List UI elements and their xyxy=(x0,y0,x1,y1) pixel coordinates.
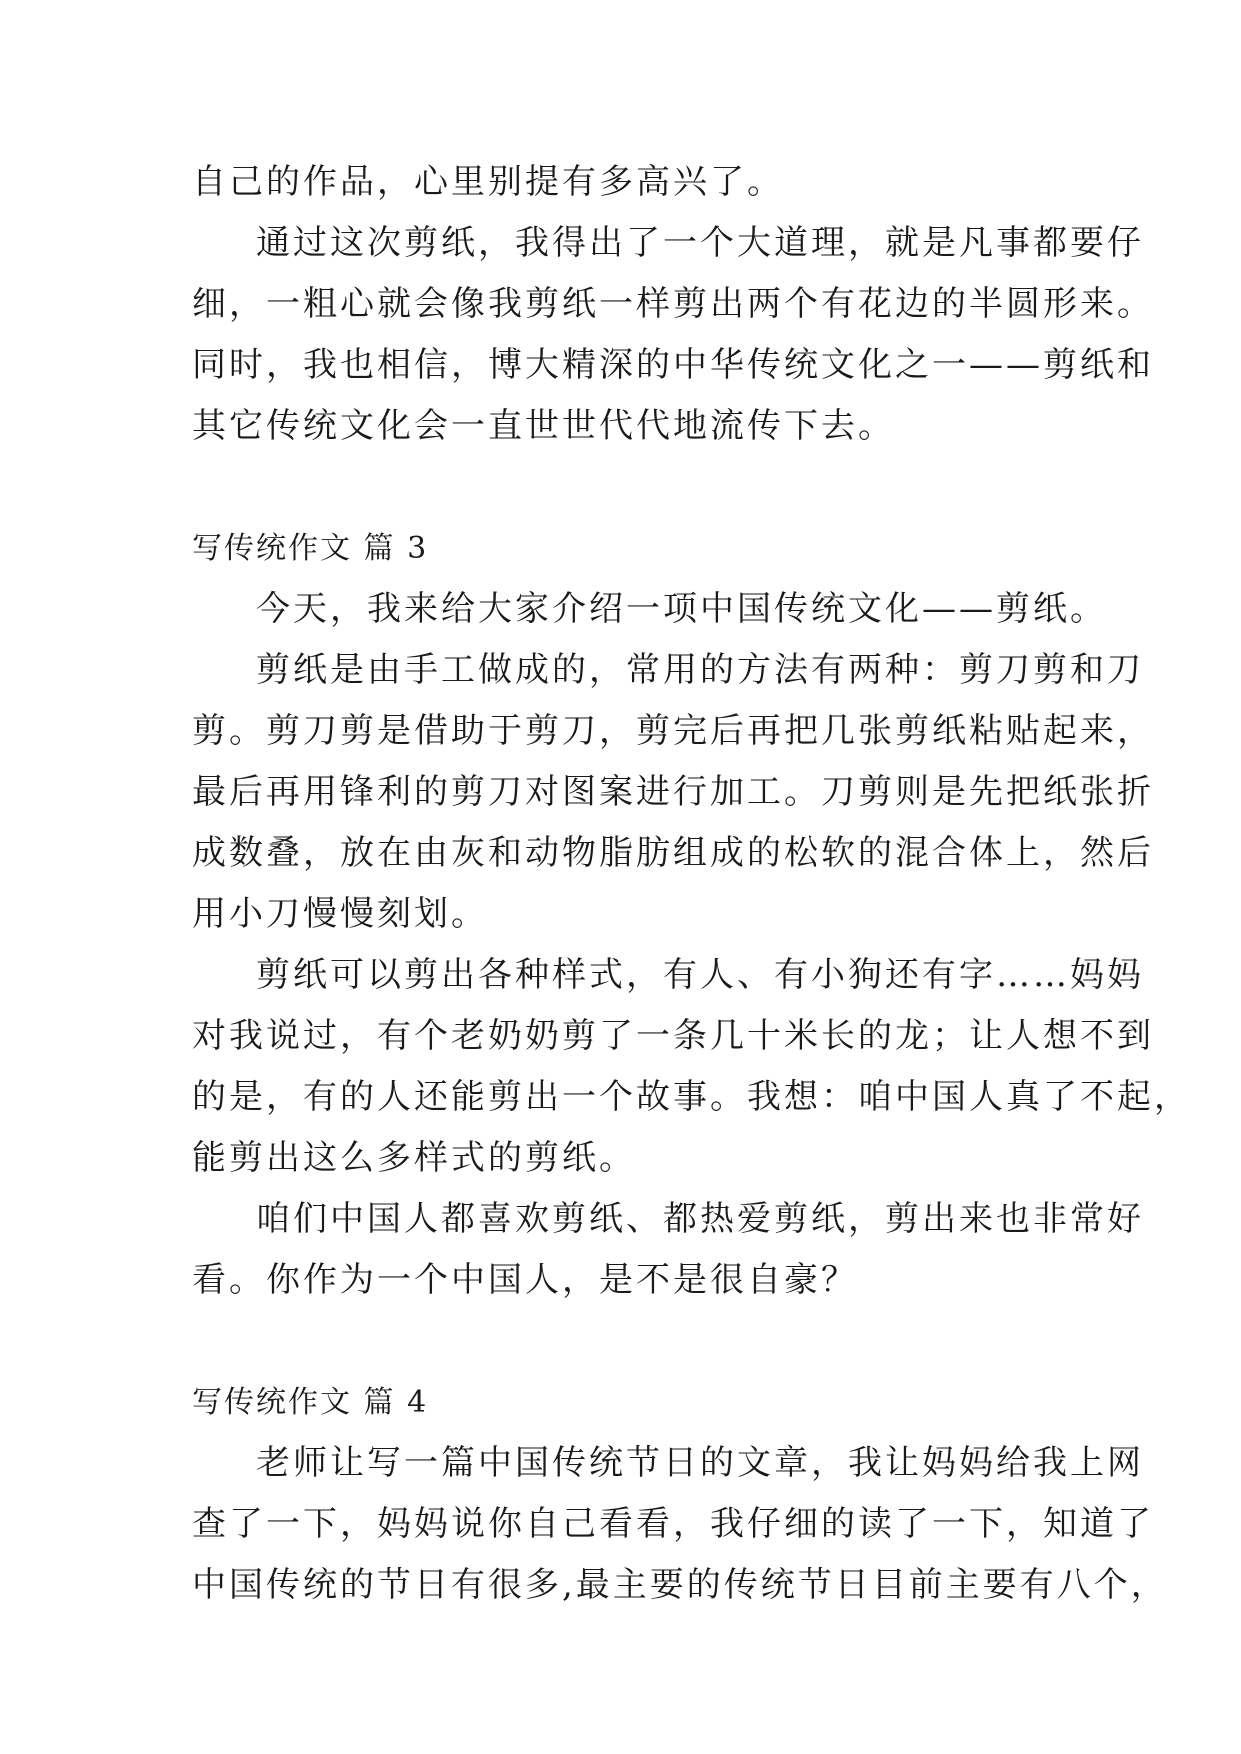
document-page xyxy=(192,152,1191,1616)
section-gap xyxy=(192,457,1072,518)
text-line: 细，一粗心就会像我剪纸一样剪出两个有花边的半圆形来。 xyxy=(192,284,1154,324)
paragraph-start-line: 咱们中国人都喜欢剪纸、都热爱剪纸，剪出来也非常好 xyxy=(256,1199,1144,1239)
paragraph-start-line: 剪纸可以剪出各种样式，有人、有小狗还有字……妈妈 xyxy=(256,955,1144,995)
text-line: 中国传统的节日有很多,最主要的传统节日目前主要有八个， xyxy=(192,1565,1168,1605)
essay-3-heading: 写传统作文 篇 3 xyxy=(192,531,429,566)
essay-3-section xyxy=(192,518,1191,1311)
text-line: 查了一下，妈妈说你自己看看，我仔细的读了一下，知道了 xyxy=(192,1504,1154,1544)
intro-section xyxy=(192,152,1154,457)
text-line: 的是，有的人还能剪出一个故事。我想：咱中国人真了不起， xyxy=(192,1077,1191,1117)
text-line: 自己的作品，心里别提有多高兴了。 xyxy=(192,162,784,202)
essay-4-heading: 写传统作文 篇 4 xyxy=(192,1385,429,1420)
paragraph-start-line: 今天，我来给大家介绍一项中国传统文化——剪纸。 xyxy=(256,589,1107,629)
text-line: 看。你作为一个中国人，是不是很自豪？ xyxy=(192,1260,858,1300)
text-line: 用小刀慢慢刻划。 xyxy=(192,894,488,934)
paragraph-start-line: 剪纸是由手工做成的，常用的方法有两种：剪刀剪和刀 xyxy=(256,650,1144,690)
text-line: 剪。剪刀剪是借助于剪刀，剪完后再把几张剪纸粘贴起来， xyxy=(192,711,1154,751)
text-line: 其它传统文化会一直世世代代地流传下去。 xyxy=(192,406,895,446)
text-line: 最后再用锋利的剪刀对图案进行加工。刀剪则是先把纸张折 xyxy=(192,772,1154,812)
text-line: 能剪出这么多样式的剪纸。 xyxy=(192,1138,636,1178)
paragraph-start-line: 通过这次剪纸，我得出了一个大道理，就是凡事都要仔 xyxy=(256,223,1144,263)
paragraph-start-line: 老师让写一篇中国传统节日的文章，我让妈妈给我上网 xyxy=(256,1443,1144,1483)
essay-4-section xyxy=(192,1372,1168,1616)
text-line: 成数叠，放在由灰和动物脂肪组成的松软的混合体上，然后 xyxy=(192,833,1154,873)
text-line: 同时，我也相信，博大精深的中华传统文化之一——剪纸和 xyxy=(192,345,1154,385)
section-gap xyxy=(192,1311,1072,1372)
text-line: 对我说过，有个老奶奶剪了一条几十米长的龙；让人想不到 xyxy=(192,1016,1154,1056)
